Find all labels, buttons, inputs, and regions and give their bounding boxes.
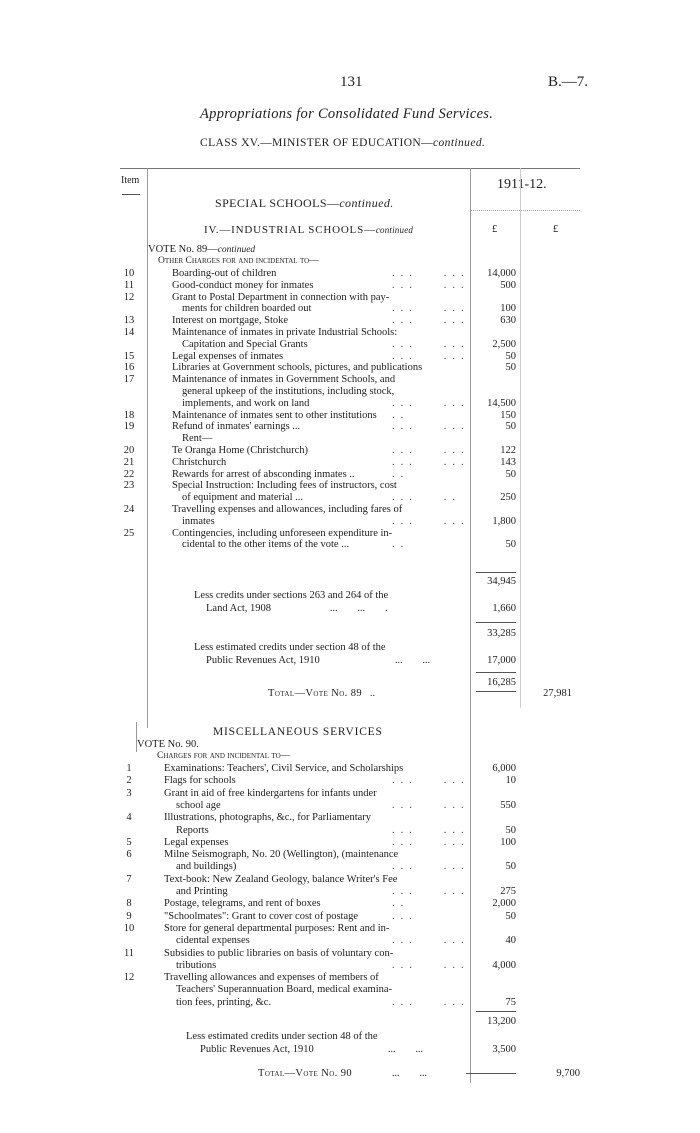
list-item	[0, 935, 700, 947]
item-description: and buildings)	[176, 861, 237, 873]
list-item	[0, 315, 700, 327]
leader-dots: ...	[392, 910, 418, 922]
leader-dots: ... ...	[392, 268, 470, 279]
item-number: 5	[126, 836, 132, 848]
item-number: 6	[126, 849, 132, 861]
item-description: Maintenance of inmates in Government Schools, and	[172, 374, 396, 386]
list-item	[0, 775, 700, 787]
item-description: Legal expenses	[164, 836, 229, 848]
item-number: 8	[126, 898, 132, 910]
land-act-credits-dots: ... ... .	[330, 603, 388, 614]
vote-89-heading	[148, 244, 255, 255]
leader-dots: ... ...	[392, 861, 470, 873]
vote-90-charges-heading: Charges for and incidental to—	[157, 751, 291, 761]
list-item	[0, 923, 700, 935]
vote-90-credits-line2: Public Revenues Act, 1910	[200, 1044, 314, 1055]
list-item	[0, 339, 700, 351]
list-item	[0, 960, 700, 972]
item-description: Christchurch	[172, 456, 227, 468]
list-item	[0, 837, 700, 849]
item-amount: 2,000	[492, 898, 516, 910]
item-number: 13	[123, 315, 135, 327]
item-number: 20	[123, 445, 135, 456]
item-description: Maintenance of inmates sent to other institutions	[172, 409, 377, 421]
year-header-rule	[470, 210, 580, 211]
list-item	[0, 268, 700, 280]
list-item	[0, 280, 700, 292]
industrial-schools-heading	[204, 224, 413, 236]
leader-dots: ... ...	[392, 799, 470, 811]
item-number: 2	[126, 775, 132, 787]
item-description: Interest on mortgage, Stoke	[172, 315, 289, 327]
leader-dots: ... ...	[392, 959, 470, 971]
revenues-credits-dots: ... ...	[395, 655, 430, 666]
list-item	[0, 327, 700, 339]
item-description: Boarding-out of children	[172, 268, 277, 279]
item-description: Grant in aid of free kindergartens for infants under	[164, 787, 377, 799]
leader-dots: ... ...	[392, 886, 470, 897]
industrial-schools-continued: continued	[375, 225, 414, 235]
list-item	[0, 398, 700, 410]
class-heading	[200, 137, 485, 149]
vote-89-label: VOTE No. 89—	[148, 244, 218, 255]
item-amount: 10	[505, 775, 516, 787]
miscellaneous-services-heading: MISCELLANEOUS SERVICES	[213, 726, 383, 738]
item-number: 1	[126, 763, 132, 774]
item-number: 21	[123, 456, 135, 468]
item-amount: 2,500	[492, 338, 516, 350]
list-item	[0, 528, 700, 540]
list-item	[0, 948, 700, 960]
vote-89-subtotal-rule	[476, 572, 516, 573]
item-amount: 100	[500, 303, 516, 315]
item-amount: 50	[505, 861, 516, 873]
list-item	[0, 516, 700, 528]
vote-89-continued: continued	[217, 245, 256, 255]
list-item	[0, 469, 700, 481]
leader-dots: ..	[392, 898, 410, 910]
item-description: Rent—	[182, 433, 213, 445]
vote-90-subtotal-rule	[476, 1011, 516, 1012]
item-description: Grant to Postal Department in connection with pay-	[172, 291, 390, 303]
item-description: Store for general departmental purposes: Rent and in-	[164, 922, 390, 934]
item-amount: 50	[505, 910, 516, 922]
vote-90-total-dots: ... ...	[392, 1068, 427, 1079]
item-description: Rewards for arrest of absconding inmates ..	[172, 468, 355, 480]
item-description: Reports	[176, 824, 209, 836]
item-number: 7	[126, 873, 132, 885]
leader-dots: ... ...	[392, 775, 470, 787]
leader-dots: ... ...	[392, 315, 470, 327]
table-top-rule	[120, 168, 580, 169]
item-description: Flags for schools	[164, 775, 236, 787]
list-item	[0, 374, 700, 386]
item-amount: 50	[505, 539, 516, 551]
land-act-credits-amount: 1,660	[492, 603, 516, 614]
item-description: Libraries at Government schools, pictures, and publications	[172, 362, 423, 374]
item-number: 18	[123, 409, 135, 421]
item-number: 25	[123, 527, 135, 539]
vote-89-subtotal3-rule	[476, 672, 516, 673]
class-heading-text: CLASS XV.—MINISTER OF EDUCATION—	[200, 137, 434, 149]
item-number: 19	[123, 421, 135, 433]
vote-90-total-rule	[466, 1073, 516, 1074]
vote-89-total-dots: ..	[370, 688, 375, 699]
leader-dots: ... ...	[392, 421, 470, 433]
list-item	[0, 303, 700, 315]
item-number: 15	[123, 350, 135, 362]
vote-89-subtotal-3: 16,285	[487, 677, 516, 688]
item-description: Postage, telegrams, and rent of boxes	[164, 898, 321, 910]
item-description: Maintenance of inmates in private Industrial Schools:	[172, 327, 398, 338]
item-amount: 100	[500, 836, 516, 848]
list-item	[0, 410, 700, 422]
list-item	[0, 539, 700, 551]
item-amount: 143	[500, 456, 516, 468]
item-number: 12	[123, 291, 135, 303]
land-act-credits-line1: Less credits under sections 263 and 264 of the	[194, 590, 389, 601]
item-description: cidental expenses	[176, 935, 250, 947]
page-title: Appropriations for Consolidated Fund Services.	[200, 106, 494, 122]
item-description: inmates	[182, 515, 215, 527]
leader-dots: ... ...	[392, 279, 470, 291]
special-schools-continued: continued.	[339, 196, 394, 210]
item-amount: 150	[500, 409, 516, 421]
vote-89-subtotal: 34,945	[487, 576, 516, 587]
land-act-credits-line2: Land Act, 1908	[206, 603, 272, 614]
revenues-credits-line2: Public Revenues Act, 1910	[206, 655, 320, 666]
item-description: of equipment and material ...	[182, 492, 304, 504]
item-description: Illustrations, photographs, &c., for Parliamentary	[164, 812, 372, 824]
vote-90-total-amount: 9,700	[556, 1068, 580, 1079]
list-item	[0, 972, 700, 984]
leader-dots: ... ...	[392, 303, 470, 315]
vote-89-total-label: Total—Vote No. 89	[268, 688, 363, 699]
leader-dots: ..	[392, 539, 410, 551]
item-description: Examinations: Teachers', Civil Service, and Scholarships	[164, 763, 404, 774]
list-item	[0, 812, 700, 824]
item-number: 22	[123, 468, 135, 480]
list-item	[0, 861, 700, 873]
item-number: 9	[126, 910, 132, 922]
vote-90-credits-dots: ... ...	[388, 1044, 423, 1055]
item-number: 16	[123, 362, 135, 374]
document-reference: B.—7.	[548, 74, 589, 90]
item-description: and Printing	[176, 886, 228, 897]
item-description: tributions	[176, 959, 217, 971]
item-amount: 500	[500, 279, 516, 291]
item-number: 11	[123, 279, 135, 291]
list-item	[0, 480, 700, 492]
item-number: 4	[126, 812, 132, 824]
revenues-credits-amount: 17,000	[487, 655, 516, 666]
item-amount: 40	[505, 935, 516, 947]
leader-dots: ... ...	[392, 338, 470, 350]
item-description: cidental to the other items of the vote ...	[182, 539, 350, 551]
leader-dots: ... ...	[392, 445, 470, 456]
item-amount: 275	[500, 886, 516, 897]
leader-dots: ... ...	[392, 996, 470, 1008]
item-description: Contingencies, including unforeseen expenditure in-	[172, 527, 393, 539]
leader-dots: ... ...	[392, 397, 470, 409]
special-schools-heading	[215, 196, 394, 211]
other-charges-heading: Other Charges for and incidental to—	[158, 256, 319, 266]
item-amount: 50	[505, 421, 516, 433]
leader-dots: ... ...	[392, 824, 470, 836]
item-amount: 50	[505, 362, 516, 374]
item-description: implements, and work on land	[182, 397, 310, 409]
item-description: tion fees, printing, &c.	[176, 996, 272, 1008]
page-number: 131	[340, 74, 363, 90]
vote-89-subtotal2-rule	[476, 622, 516, 623]
list-item	[0, 421, 700, 433]
item-description: Subsidies to public libraries on basis of voluntary con-	[164, 947, 394, 959]
list-item	[0, 504, 700, 516]
class-heading-continued: continued.	[433, 137, 486, 149]
item-amount: 50	[505, 468, 516, 480]
item-description: Special Instruction: Including fees of instructors, cost	[172, 480, 397, 492]
item-number: 24	[123, 504, 135, 515]
item-amount: 250	[500, 492, 516, 504]
item-description: Te Oranga Home (Christchurch)	[172, 445, 309, 456]
list-item	[0, 445, 700, 457]
item-number: 11	[123, 947, 135, 959]
leader-dots: ... ...	[392, 350, 470, 362]
list-item	[0, 362, 700, 374]
item-number: 23	[123, 480, 135, 492]
item-description: school age	[176, 799, 221, 811]
pound-sign-total: £	[553, 224, 559, 235]
revenues-credits-line1: Less estimated credits under section 48 of the	[194, 642, 386, 653]
leader-dots: ..	[392, 468, 410, 480]
list-item	[0, 825, 700, 837]
list-item	[0, 898, 700, 910]
item-amount: 122	[500, 445, 516, 456]
item-amount: 50	[505, 824, 516, 836]
list-item	[0, 788, 700, 800]
leader-dots: ... ...	[392, 456, 470, 468]
item-description: Refund of inmates' earnings ...	[172, 421, 301, 433]
item-number: 10	[123, 268, 135, 279]
industrial-schools-heading-text: IV.—INDUSTRIAL SCHOOLS—	[204, 224, 376, 236]
item-amount: 630	[500, 315, 516, 327]
list-item	[0, 351, 700, 363]
item-number: 12	[123, 972, 135, 984]
list-item	[0, 763, 700, 775]
list-item	[0, 457, 700, 469]
list-item	[0, 292, 700, 304]
list-item	[0, 800, 700, 812]
item-description: "Schoolmates": Grant to cover cost of postage	[164, 910, 359, 922]
special-schools-heading-text: SPECIAL SCHOOLS—	[215, 196, 340, 210]
list-item	[0, 386, 700, 398]
leader-dots: ... ...	[392, 836, 470, 848]
item-number: 17	[123, 374, 135, 386]
vote-89-subtotal-2: 33,285	[487, 628, 516, 639]
vote-90-credits-amount: 3,500	[492, 1044, 516, 1055]
item-description: general upkeep of the institutions, including stock,	[182, 386, 395, 397]
year-column-header: 1911-12.	[497, 177, 547, 192]
vote-89-total-amount: 27,981	[543, 688, 572, 699]
item-description: Good-conduct money for inmates	[172, 279, 314, 291]
item-amount: 4,000	[492, 959, 516, 971]
item-number: 14	[123, 327, 135, 338]
leader-dots: ... ..	[392, 492, 461, 504]
item-description: ments for children boarded out	[182, 303, 312, 315]
item-number: 3	[126, 787, 132, 799]
item-description: Text-book: New Zealand Geology, balance Writer's Fee	[164, 873, 398, 885]
list-item	[0, 911, 700, 923]
list-item	[0, 874, 700, 886]
vote-90-credits-line1: Less estimated credits under section 48 of the	[186, 1031, 378, 1042]
item-amount: 1,800	[492, 515, 516, 527]
item-amount: 6,000	[492, 763, 516, 774]
item-amount: 14,500	[487, 397, 516, 409]
list-item	[0, 849, 700, 861]
list-item	[0, 492, 700, 504]
leader-dots: ... ...	[392, 515, 470, 527]
pound-sign-amount: £	[492, 224, 498, 235]
item-amount: 50	[505, 350, 516, 362]
item-description: Travelling allowances and expenses of members of	[164, 972, 379, 984]
item-description: Teachers' Superannuation Board, medical examina-	[176, 984, 393, 996]
item-description: Capitation and Special Grants	[182, 338, 308, 350]
item-description: Travelling expenses and allowances, including fares of	[172, 504, 403, 515]
item-header-rule	[122, 194, 140, 195]
list-item	[0, 997, 700, 1009]
item-description: Legal expenses of inmates	[172, 350, 284, 362]
list-item	[0, 433, 700, 445]
item-amount: 550	[500, 799, 516, 811]
vote-90-subtotal: 13,200	[487, 1016, 516, 1027]
list-item	[0, 886, 700, 898]
list-item	[0, 984, 700, 996]
leader-dots: ... ...	[392, 935, 470, 947]
item-number: 10	[123, 922, 135, 934]
vote-90-total-label: Total—Vote No. 90	[258, 1068, 353, 1079]
item-description: Milne Seismograph, No. 20 (Wellington), (maintenance	[164, 849, 399, 861]
item-amount: 75	[505, 996, 516, 1008]
item-amount: 14,000	[487, 268, 516, 279]
item-column-header: Item	[121, 175, 140, 186]
leader-dots: ..	[392, 409, 410, 421]
vote-90-heading: VOTE No. 90.	[137, 739, 199, 750]
vote-89-total-rule	[476, 691, 516, 692]
